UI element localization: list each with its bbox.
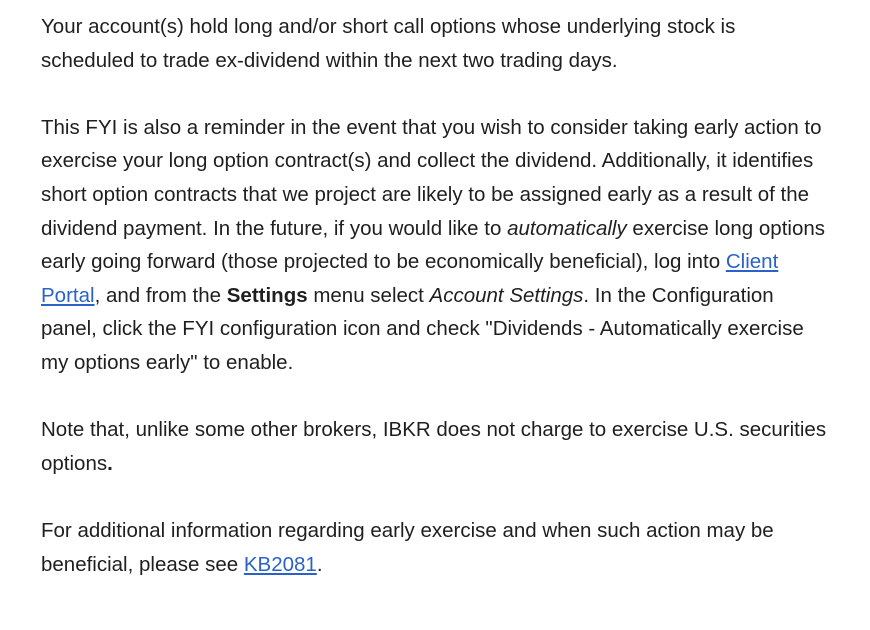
- additional-info-text: For additional information regarding early exercise and when such action may be beneficial, please see: [41, 518, 774, 576]
- client-portal-link[interactable]: Client Portal: [41, 250, 779, 307]
- reminder-text-2: exercise long options early going forward (those projected to be economically beneficial), log into: [41, 216, 826, 274]
- reminder-text-4: menu select: [307, 283, 430, 307]
- automatically-emphasis: automatically: [507, 216, 627, 240]
- settings-bold: Settings: [226, 283, 308, 307]
- kb2081-link[interactable]: KB2081: [243, 552, 317, 576]
- message-body: [41, 10, 831, 615]
- no-charge-text: Note that, unlike some other brokers, IBKR does not charge to exercise U.S. securities options: [41, 418, 827, 475]
- no-charge-period: .: [107, 451, 113, 475]
- dividend-notice-text: Your account(s) hold long and/or short call options whose underlying stock is scheduled to trade ex-dividend within the next two trading days.: [41, 15, 736, 72]
- reminder-text-5: . In the Configuration panel, click the FYI configuration icon and check "Dividends - Automatically exercise my options early" to enable.: [41, 283, 804, 374]
- reminder-text-3: , and from the: [94, 283, 227, 307]
- paragraph-early-exercise-reminder: [41, 111, 831, 380]
- paragraph-additional-info: [41, 514, 831, 581]
- paragraph-no-charge-note: [41, 413, 831, 480]
- paragraph-dividend-notice: [41, 10, 831, 77]
- additional-info-period: .: [316, 552, 323, 576]
- reminder-text-1: This FYI is also a reminder in the event that you wish to consider taking early action to exercise your long option contract(s) and collect the dividend. Additionally, it identifies short option contracts that we project are likely to be assigned early as a result of the dividend payment. In the future, if you would like to: [41, 115, 822, 240]
- account-settings-emphasis: Account Settings: [429, 283, 584, 307]
